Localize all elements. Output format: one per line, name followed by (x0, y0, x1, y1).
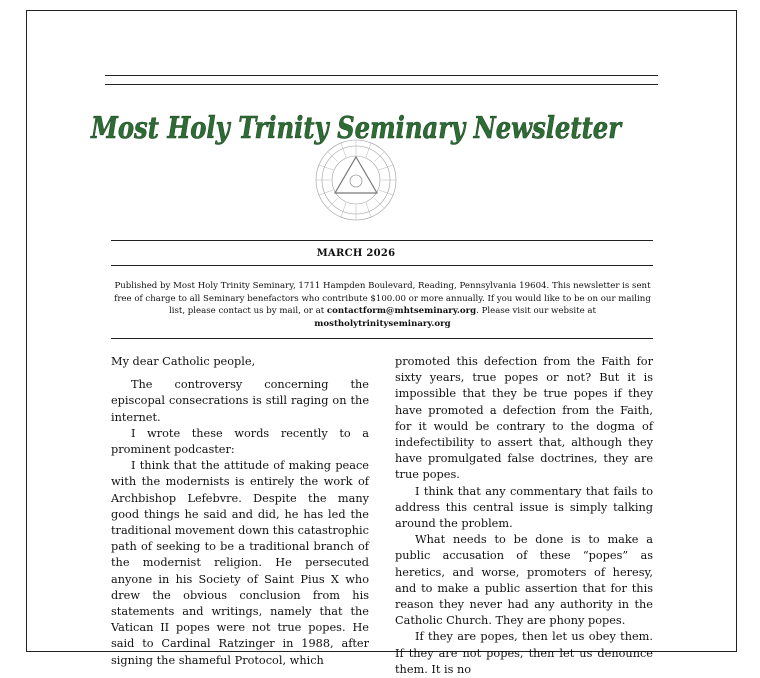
pubinfo-rule-bottom (111, 338, 653, 339)
pub-text-1: Published by Most Holy Trinity Seminary, 1711 Hampden Boulevard, Reading, Pennsylvania 19604. This newsletter is sent free of charge to all Seminary benefactors who contribute $100.00 or more annually. If you would like to be on our mailing list, please contact us by mail, or at (114, 281, 651, 316)
paragraph: I think that the attitude of making peace with the modernists is entirely the work of Archbishop Lefebvre. Despite the many good things he said and did, he has led the traditional movement down this catastrophic path of seeking to be a traditional branch of the modernist religion. He persecuted anyone in his Society of Saint Pius X who drew the obvious conclusion from his statements and writings, namely that the Vatican II popes were not true popes. He said to Cardinal Ratzinger in 1988, after signing the shameful Protocol, which (111, 459, 369, 667)
paragraph: If they are popes, then let us obey them. If they are not popes, then let us denounce them. It is no (395, 630, 653, 676)
letter-column-2 (395, 354, 653, 678)
website-link[interactable]: mostholytrinityseminary.org (314, 318, 451, 329)
date-rule-bottom (111, 265, 653, 266)
paragraph: The controversy concerning the episcopal consecrations is still raging on the internet. (111, 378, 369, 424)
issue-date: MARCH 2026 (316, 248, 396, 259)
paragraph: promoted this defection from the Faith for sixty years, true popes or not? But it is impossible that they be true popes if they have promoted a defection from the Faith, for it would be contrary to the dogma of indefectibility to assert that, although they have promulgated false doctrines, they are true popes. (395, 355, 653, 482)
salutation: My dear Catholic people, (111, 355, 256, 368)
title-text: Most Holy Trinity Seminary Newsletter (90, 111, 623, 146)
paragraph: What needs to be done is to make a public accusation of these “popes” as heretics, and worse, promoters of heresy, and to make a public assertion that for this reason they never had any authority in the Catholic Church. They are phony popes. (395, 533, 653, 628)
letter-column-1 (111, 354, 369, 669)
masthead (86, 90, 626, 230)
date-rule-top (111, 240, 653, 241)
top-rule-2 (105, 84, 658, 85)
paragraph: I wrote these words recently to a prominent podcaster: (111, 426, 369, 457)
paragraph: I think that any commentary that fails to address this central issue is simply talking around the problem. (395, 484, 653, 531)
contact-email-link[interactable]: contactform@mhtseminary.org (326, 306, 477, 316)
top-rule-1 (105, 75, 658, 76)
trinity-emblem-icon (311, 135, 401, 225)
pub-text-2: . Please visit our website at (476, 306, 596, 316)
publication-info (110, 280, 655, 330)
